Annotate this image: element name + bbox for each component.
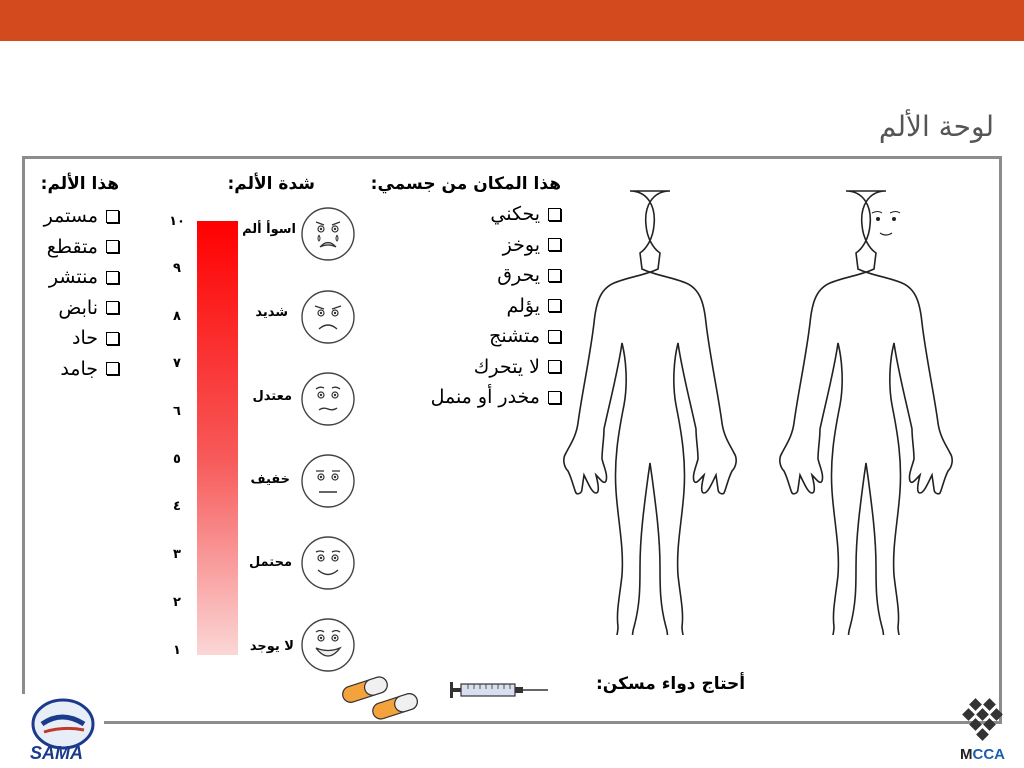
face-label: لا يوجد <box>249 639 294 654</box>
scale-number: ٣ <box>173 547 181 562</box>
intensity-gradient-bar <box>197 221 238 655</box>
pain-type-options <box>44 201 119 384</box>
scale-number: ٢ <box>173 595 181 610</box>
scale-number: ٥ <box>173 452 181 467</box>
scale-number: ٩ <box>173 261 181 276</box>
need-painkiller-label: أحتاج دواء مسكن: <box>596 674 746 694</box>
pain-location-option[interactable]: يوخز <box>431 230 561 261</box>
slight-smile-face-icon[interactable] <box>300 535 356 591</box>
pain-location-option[interactable]: لا يتحرك <box>431 352 561 383</box>
sad-face-icon[interactable] <box>300 289 356 345</box>
pain-location-option[interactable]: يؤلم <box>431 291 561 322</box>
pain-location-option[interactable]: يحرق <box>431 260 561 291</box>
pain-type-option[interactable]: مستمر <box>44 201 119 232</box>
face-label: معتدل <box>252 389 292 404</box>
pain-location-option[interactable]: متشنج <box>431 321 561 352</box>
pain-location-option[interactable]: مخدر أو منمل <box>431 382 561 413</box>
pain-location-options <box>431 199 561 413</box>
pain-type-option[interactable]: حاد <box>44 323 119 354</box>
checkbox[interactable] <box>106 332 119 345</box>
face-label: اسوأ ألم <box>242 222 296 237</box>
scale-number: ١ <box>173 643 181 658</box>
scale-number: ٨ <box>173 309 181 324</box>
checkbox[interactable] <box>106 301 119 314</box>
neutral-face-icon[interactable] <box>300 453 356 509</box>
scale-number: ٤ <box>173 499 181 514</box>
pain-location-heading: هذا المكان من جسمي: <box>370 174 561 194</box>
face-label: محتمل <box>248 555 292 570</box>
pain-location-option[interactable]: يحكني <box>431 199 561 230</box>
face-label: خفيف <box>250 472 290 487</box>
checkbox[interactable] <box>106 240 119 253</box>
page-title: لوحة الألم <box>878 110 994 143</box>
crying-face-icon[interactable] <box>300 206 356 262</box>
checkbox[interactable] <box>106 210 119 223</box>
face-label: شديد <box>255 305 288 320</box>
sama-logo-text: SAMA <box>30 743 83 763</box>
pain-intensity-heading: شدة الألم: <box>227 174 315 194</box>
pills-icon[interactable] <box>336 672 426 722</box>
body-front-icon[interactable] <box>776 185 996 635</box>
happy-face-icon[interactable] <box>300 617 356 673</box>
pain-type-heading: هذا الألم: <box>40 174 119 194</box>
pain-type-option[interactable]: منتشر <box>44 262 119 293</box>
checkbox[interactable] <box>106 271 119 284</box>
pain-type-option[interactable]: متقطع <box>44 232 119 263</box>
syringe-icon[interactable] <box>448 678 550 702</box>
checkbox[interactable] <box>106 362 119 375</box>
body-back-icon[interactable] <box>560 185 780 635</box>
pain-type-option[interactable]: نابض <box>44 293 119 324</box>
scale-number: ٦ <box>173 404 181 419</box>
mcca-logo-text: MCCA <box>960 746 1005 763</box>
scale-number: ١٠ <box>169 214 185 229</box>
top-accent-bar <box>0 0 1024 41</box>
scale-number: ٧ <box>173 356 181 371</box>
pain-type-option[interactable]: جامد <box>44 354 119 385</box>
worried-face-icon[interactable] <box>300 371 356 427</box>
